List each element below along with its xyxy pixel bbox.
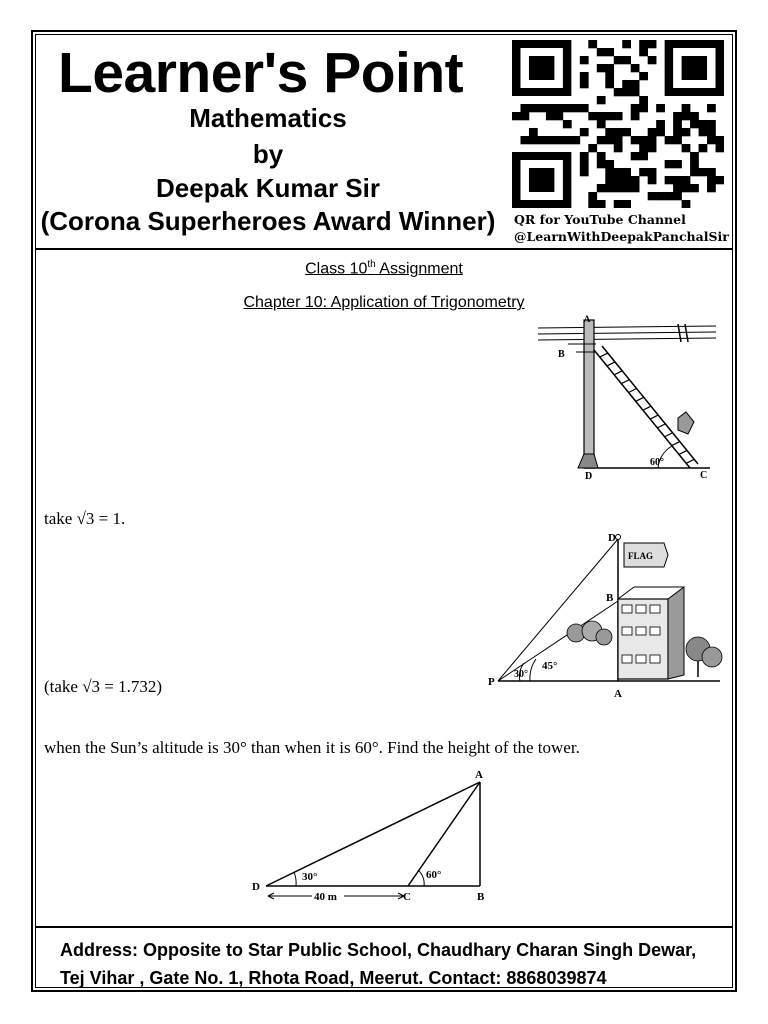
- fig3-label-a: A: [475, 769, 483, 781]
- fig3-angle-60: 60°: [426, 869, 442, 881]
- figure-tower-shadows: [240, 764, 510, 910]
- footer-address: [60, 936, 696, 992]
- figure-pole-ladder: [528, 314, 720, 482]
- footer-address-line-1: Address: Opposite to Star Public School, Chaudhary Charan Singh Dewar,: [60, 940, 697, 960]
- figure-building-flag: [484, 527, 732, 703]
- qr-caption: QR for YouTube Channel: [514, 212, 686, 227]
- fig3-label-d: D: [252, 881, 260, 893]
- fig2-label-b: B: [606, 592, 614, 604]
- fig2-label-p: P: [488, 676, 495, 688]
- fig2-label-d: D: [608, 532, 616, 544]
- fig3-label-c: C: [403, 891, 411, 903]
- class-title: Class 10th Assignment: [305, 259, 463, 278]
- fig2-angle-30: 30°: [514, 669, 528, 680]
- fig1-angle: 60°: [650, 457, 664, 468]
- fig1-label-c: C: [700, 470, 708, 481]
- fig1-label-d: D: [585, 471, 593, 482]
- footer-address-line-2: Tej Vihar , Gate No. 1, Rhota Road, Meerut. Contact: 8868039874: [60, 968, 607, 988]
- fig2-angle-45: 45°: [542, 660, 558, 672]
- subject-line: Mathematics: [189, 103, 347, 133]
- header-divider: [35, 248, 733, 250]
- chapter-title: Chapter 10: Application of Trigonometry: [243, 294, 525, 311]
- fig2-flag-label: FLAG: [628, 551, 654, 561]
- award-line: (Corona Superheroes Award Winner): [40, 206, 496, 236]
- fig3-label-b: B: [477, 891, 485, 903]
- question-2-text: (take √3 = 1.732): [44, 677, 163, 696]
- fig1-label-b: B: [558, 349, 565, 360]
- fig2-label-a: A: [614, 688, 622, 700]
- footer-divider: [35, 926, 733, 928]
- question-1-text: take √3 = 1.: [44, 509, 126, 528]
- brand-title: Learner's Point: [58, 41, 464, 105]
- fig3-angle-30: 30°: [302, 871, 318, 883]
- by-line: by: [252, 139, 284, 169]
- youtube-qr-code: [512, 40, 724, 208]
- fig1-label-a: A: [583, 314, 591, 324]
- question-3-text: when the Sun’s altitude is 30° than when it is 60°. Find the height of the tower.: [44, 738, 580, 757]
- teacher-name: Deepak Kumar Sir: [156, 173, 380, 203]
- qr-channel-handle: @LearnWithDeepakPanchalSir: [514, 229, 729, 244]
- fig3-distance: 40 m: [314, 891, 337, 903]
